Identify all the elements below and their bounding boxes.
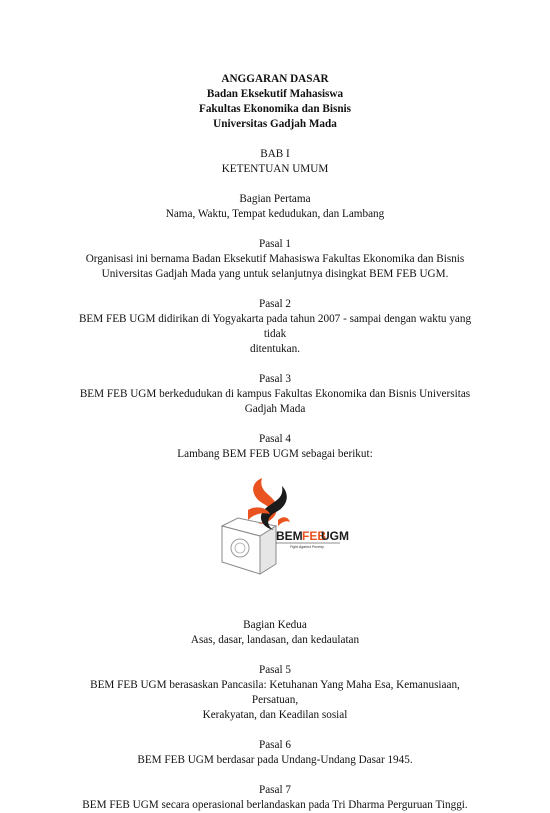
bagian-title: Bagian Pertama [239, 193, 311, 205]
pasal-text: BEM FEB UGM secara operasional berlandaskan pada Tri Dharma Perguruan Tinggi. [82, 799, 468, 811]
bab-title: BAB I [260, 148, 290, 160]
pasal-title: Pasal 1 [258, 238, 291, 250]
pasal-text: BEM FEB UGM berkedudukan di kampus Fakultas Ekonomika dan Bisnis Universitas [79, 388, 471, 400]
pasal-title: Pasal 3 [258, 373, 291, 385]
doc-org: Badan Eksekutif Mahasiswa [206, 88, 344, 100]
logo-text-bem: BEM [276, 529, 303, 543]
pasal-text: Lambang BEM FEB UGM sebagai berikut: [177, 448, 373, 460]
pasal-7 [70, 783, 480, 813]
pasal-6 [70, 738, 480, 768]
pasal-text: BEM FEB UGM berdasar pada Undang-Undang Dasar 1945. [137, 754, 413, 766]
pasal-title: Pasal 6 [258, 739, 291, 751]
pasal-title: Pasal 4 [258, 433, 291, 445]
bem-feb-ugm-logo [218, 476, 349, 580]
doc-title: ANGGARAN DASAR [221, 73, 329, 85]
pasal-5 [70, 663, 480, 723]
logo-text-ugm: UGM [321, 529, 349, 543]
doc-faculty: Fakultas Ekonomika dan Bisnis [198, 103, 352, 115]
pasal-title: Pasal 5 [258, 664, 291, 676]
bagian-title: Bagian Kedua [243, 619, 307, 631]
pasal-text: ditentukan. [249, 343, 301, 355]
bagian-subtitle: Asas, dasar, landasan, dan kedaulatan [190, 634, 360, 646]
pasal-4 [70, 432, 480, 462]
document-header [70, 72, 480, 132]
pasal-text: Universitas Gadjah Mada yang untuk selanjutnya disingkat BEM FEB UGM. [101, 268, 449, 280]
pasal-text: Kerakyatan, dan Keadilan sosial [202, 709, 348, 721]
logo-text-feb: FEB [302, 529, 326, 543]
doc-university: Universitas Gadjah Mada [213, 118, 337, 130]
bagian-kedua [70, 618, 480, 648]
pasal-2 [70, 297, 480, 357]
pasal-1 [70, 237, 480, 282]
bab-heading [70, 147, 480, 177]
bab-subtitle: KETENTUAN UMUM [221, 163, 329, 175]
pasal-text: Gadjah Mada [244, 403, 306, 415]
pasal-3 [70, 372, 480, 417]
bagian-subtitle: Nama, Waktu, Tempat kedudukan, dan Lambang [165, 208, 385, 220]
pasal-title: Pasal 7 [258, 784, 291, 796]
logo-wordmark [276, 529, 349, 549]
logo-container [70, 476, 480, 580]
pasal-title: Pasal 2 [258, 298, 291, 310]
bagian-pertama [70, 192, 480, 222]
pasal-text: BEM FEB UGM didirikan di Yogyakarta pada tahun 2007 - sampai dengan waktu yang tidak [78, 313, 472, 340]
pasal-text: Organisasi ini bernama Badan Eksekutif Mahasiswa Fakultas Ekonomika dan Bisnis [85, 253, 465, 265]
pasal-text: BEM FEB UGM berasaskan Pancasila: Ketuhanan Yang Maha Esa, Kemanusiaan, Persatuan, [90, 679, 460, 706]
logo-tagline: Fight Against Poverty [290, 545, 325, 549]
document-content [70, 72, 480, 813]
